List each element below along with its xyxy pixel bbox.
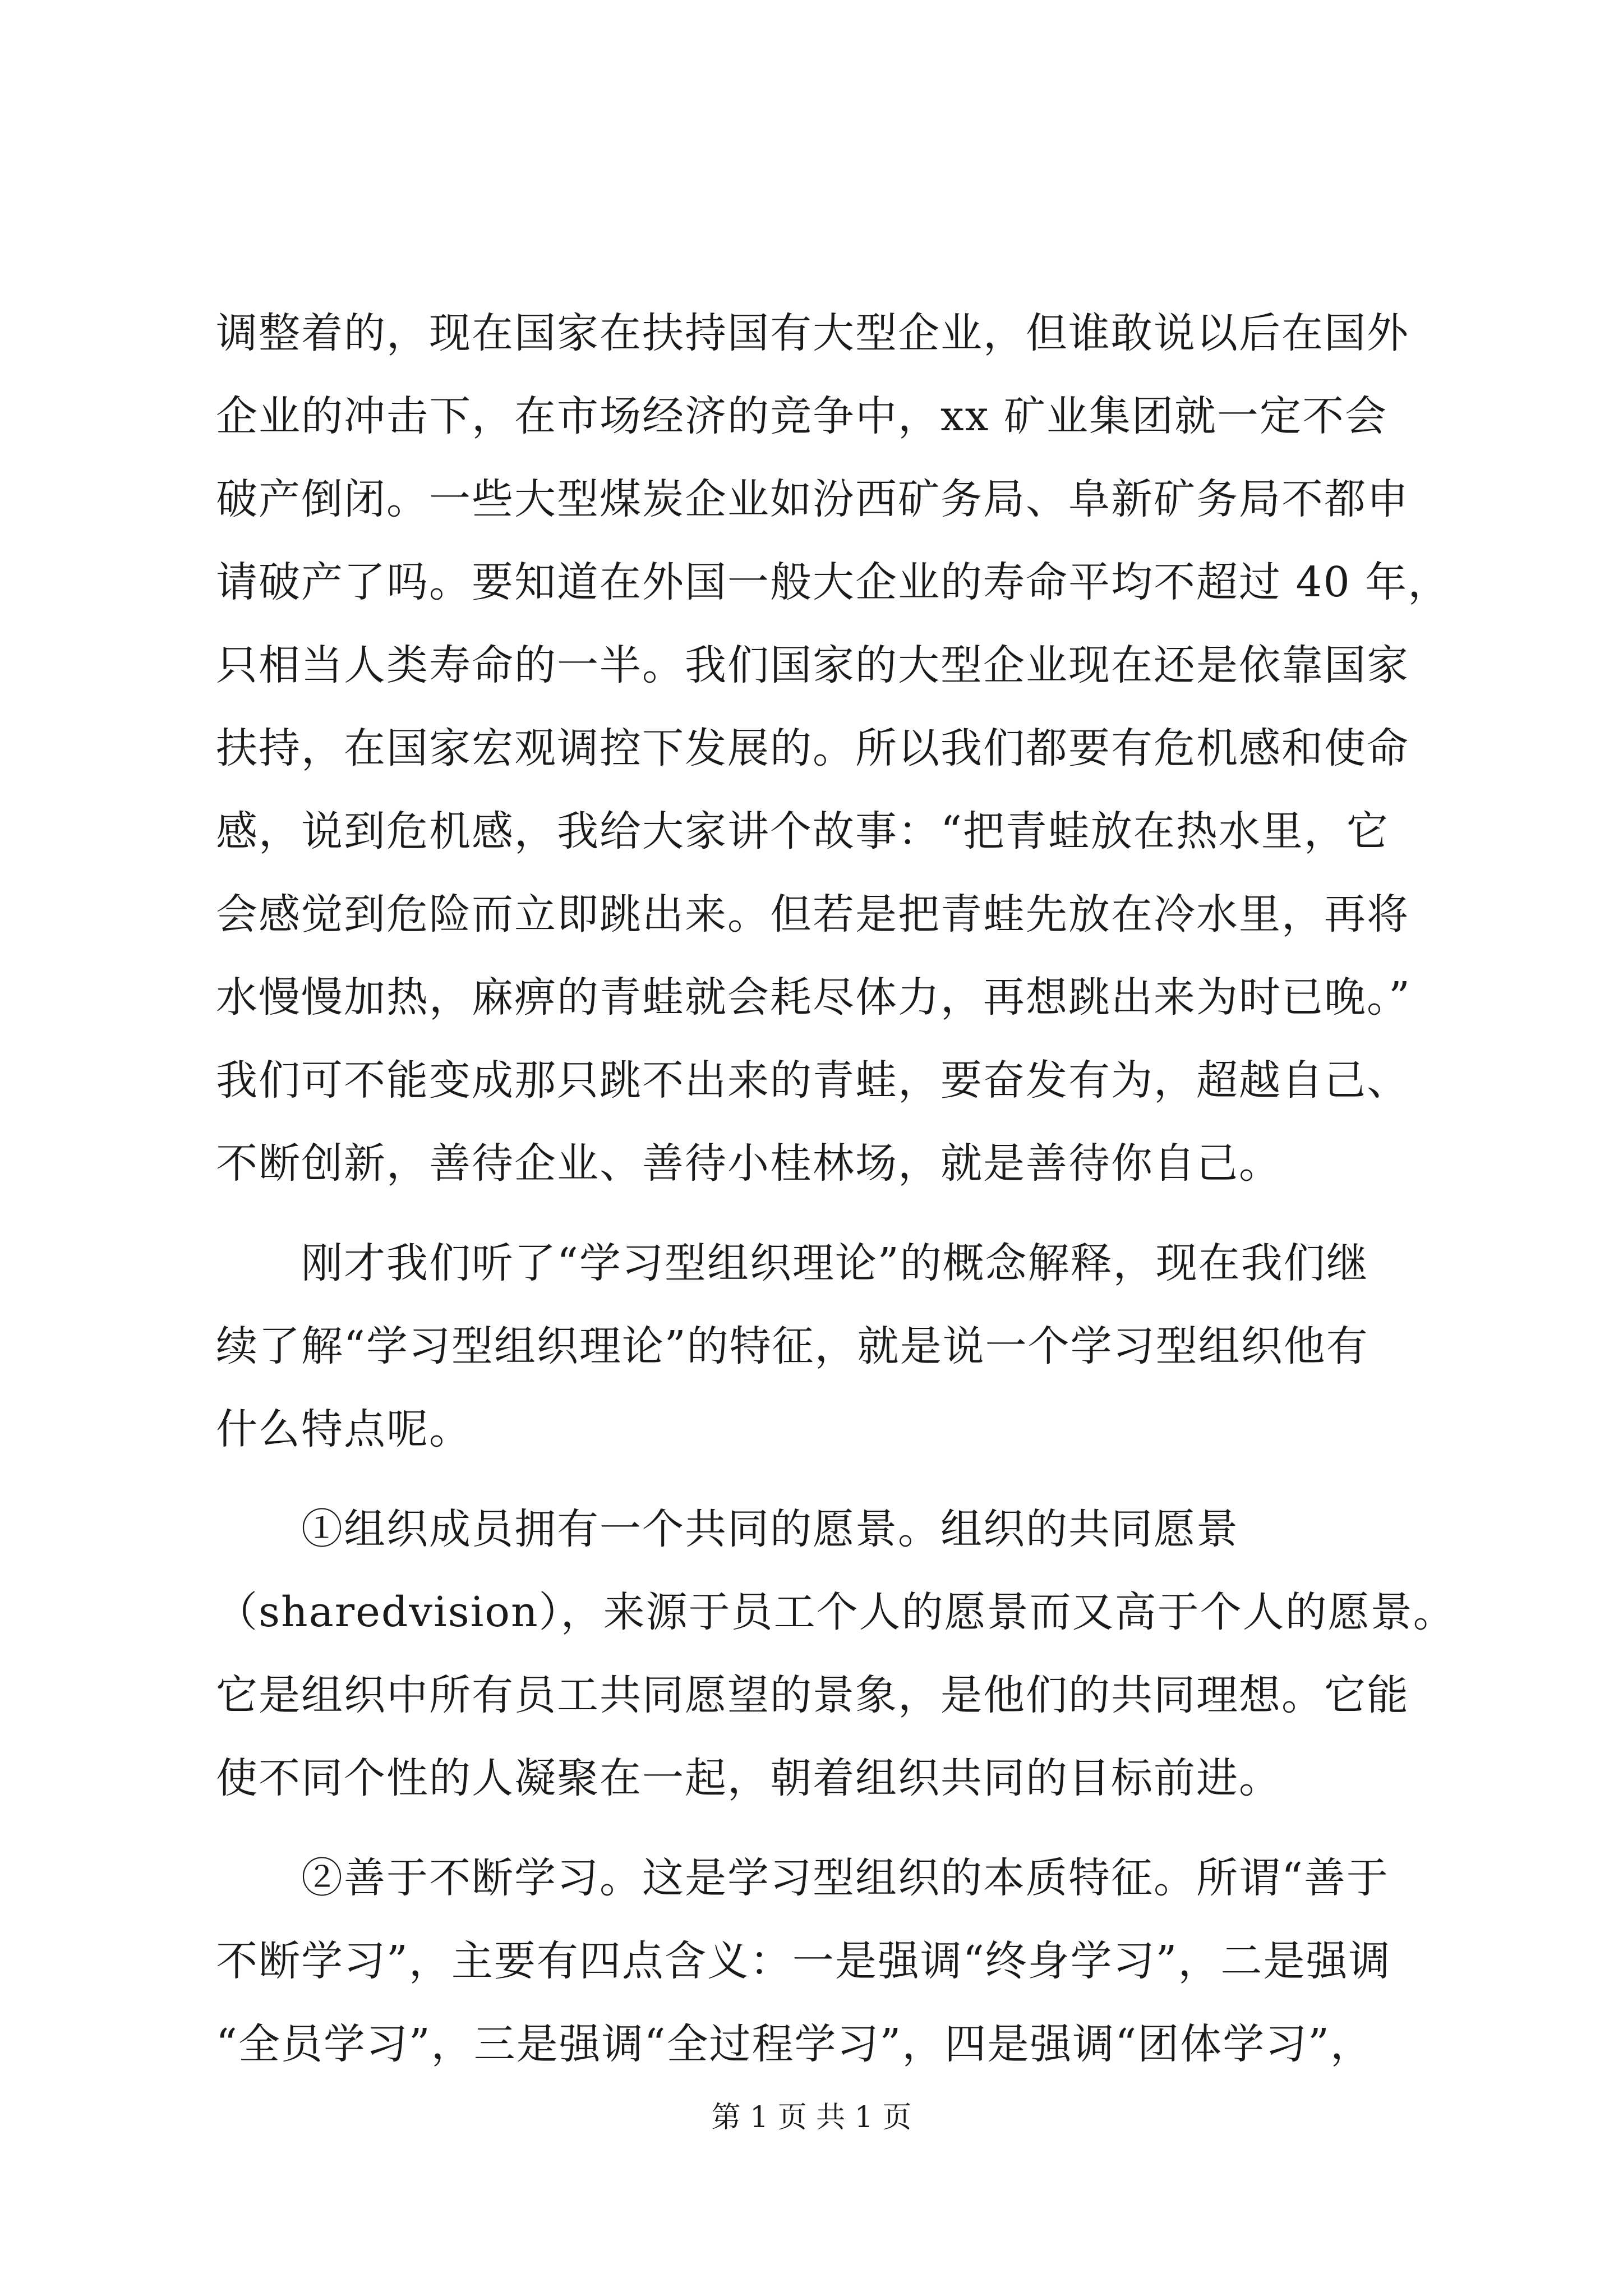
text-line: 不断创新，善待企业、善待小桂林场，就是善待你自己。 [216, 1139, 1281, 1188]
text-line: 水慢慢加热，麻痹的青蛙就会耗尽体力，再想跳出来为时已晚。” [216, 973, 1411, 1022]
text-line: 调整着的，现在国家在扶持国有大型企业，但谁敢说以后在国外 [216, 309, 1409, 357]
text-line: 扶持，在国家宏观调控下发展的。所以我们都要有危机感和使命 [216, 724, 1409, 772]
text-line: “全员学习”，三是强调“全过程学习”，四是强调“团体学习”， [216, 2020, 1373, 2068]
text-line: 使不同个性的人凝聚在一起，朝着组织共同的目标前进。 [216, 1754, 1281, 1802]
text-line: 企业的冲击下，在市场经济的竞争中，xx 矿业集团就一定不会 [216, 392, 1387, 440]
paragraph-start-line: ①组织成员拥有一个共同的愿景。组织的共同愿景 [216, 1505, 1239, 1553]
text-line: 我们可不能变成那只跳不出来的青蛙，要奋发有为，超越自己、 [216, 1056, 1409, 1105]
text-line: 续了解“学习型组织理论”的特征，就是说一个学习型组织他有 [216, 1322, 1369, 1370]
text-line: 会感觉到危险而立即跳出来。但若是把青蛙先放在冷水里，再将 [216, 890, 1409, 938]
text-line: 不断学习”，主要有四点含义：一是强调“终身学习”，二是强调 [216, 1937, 1391, 1985]
text-line: （sharedvision），来源于员工个人的愿景而又高于个人的愿景。 [216, 1588, 1456, 1636]
document-body [216, 292, 1456, 2086]
text-line: 破产倒闭。一些大型煤炭企业如汾西矿务局、阜新矿务局不都申 [216, 475, 1409, 523]
paragraph-start-line: ②善于不断学习。这是学习型组织的本质特征。所谓“善于 [216, 1854, 1389, 1902]
text-line: 它是组织中所有员工共同愿望的景象，是他们的共同理想。它能 [216, 1671, 1409, 1719]
page-footer: 第 1 页 共 1 页 [711, 2101, 912, 2134]
paragraph-start-line: 刚才我们听了“学习型组织理论”的概念解释，现在我们继 [216, 1239, 1369, 1287]
text-line: 什么特点呢。 [216, 1405, 472, 1453]
text-line: 只相当人类寿命的一半。我们国家的大型企业现在还是依靠国家 [216, 641, 1409, 689]
text-line: 感，说到危机感，我给大家讲个故事：“把青蛙放在热水里，它 [216, 807, 1389, 855]
text-line: 请破产了吗。要知道在外国一般大企业的寿命平均不超过 40 年， [216, 558, 1451, 606]
